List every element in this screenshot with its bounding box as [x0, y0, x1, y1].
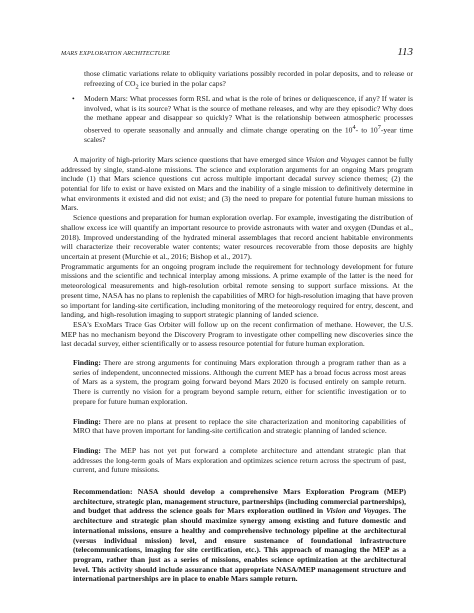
finding-2: Finding: There are no plans at present to replace the site characterization and monitoring capabilities of MRO that have proven important for landing-site certification and strategic planning of landed science. — [73, 416, 406, 436]
finding-3: Finding: The MEP has not yet put forward a complete architecture and attendant strategic plan that addresses the long-term goals of Mars exploration and optimizes science return across the spectrum of past, current, and future missions. — [73, 445, 406, 475]
question-list — [61, 94, 413, 145]
paragraph-science-human-overlap: Science questions and preparation for human exploration overlap. For example, investigating the distribution of shallow excess ice will quantify an important resource to provide astronauts with water and oxygen (Dundas et al., 2018). Improved understanding of the hydrated mineral assemblages that record ancient habitable environments will characterize their recoverable water contents; water resources recoverable from those deposits are highly uncertain at present (Murchie et al., 2016; Bishop et al., 2017). — [61, 213, 413, 261]
list-item-modern-mars: • Modern Mars: What processes form RSL and what is the role of brines or deliquescence, if any? If water is involved, what is its source? What is the source of methane releases, and why are they episodic? Why does the methane appear and disappear so quickly? What is the relationship between atmospheric processes observed to operate seasonally and annually and climate change operating on the $10^4-$ to $10^7$-year time scales? — [72, 93, 413, 145]
running-head: MARS EXPLORATION ARCHITECTURE — [61, 50, 171, 57]
paragraph-program-arguments: A majority of high-priority Mars science questions that have emerged since Vision and Voyages cannot be fully addressed by single, stand-alone missions. The science and exploration arguments for an ongoing Mars program include (1) that Mars science questions cut across multiple important decadal survey science themes; (2) the potential for life to exist or have existed on Mars and the inability of a single mission to definitively determine in what environments it existed and did not exist; and (3) the need to prepare for potential future human missions to Mars. — [61, 154, 413, 213]
paragraph-programmatic-arguments: Programmatic arguments for an ongoing program include the requirement for technology development for future missions and the scientific and technical interplay among missions. A prime example of the latter is the need for meteorological measurements and high-resolution orbital remote sensing to support surface missions. At the present time, NASA has no plans to replenish the capabilities of MRO for high-resolution imaging that have proven so important for landing-site certification, including monitoring of the meteorology required for entry, descent, and landing, and high-resolution imaging to support strategic planning of landed science. — [61, 261, 413, 320]
bullet-icon: • — [72, 93, 75, 103]
page-body — [61, 69, 413, 584]
continued-bullet-text: those climatic variations relate to obliquity variations possibly recorded in polar deposits, and to release or refreezing of $CO_2$ ice buried in the polar caps? — [84, 69, 413, 91]
page-header — [61, 46, 413, 58]
page-number: 113 — [397, 46, 413, 58]
finding-1: Finding: There are strong arguments for continuing Mars exploration through a program rather than as a series of independent, unconnected missions. Although the current MEP has a broad focus across most areas of Mars as a system, the program going forward beyond Mars 2020 is focused entirely on sample return. There is currently no vision for a program beyond sample return, either for scientific investigation or to prepare for future human exploration. — [73, 358, 406, 406]
recommendation: Recommendation: NASA should develop a comprehensive Mars Exploration Program (MEP) architecture, strategic plan, management structure, partnerships (including commercial partnerships), and budget that address the science goals for Mars exploration outlined in Vision and Voyages. The architecture and strategic plan should maximize synergy among existing and future domestic and international missions, ensure a healthy and comprehensive technology pipeline at the architectural (versus individual mission) level, and ensure sustenance of foundational infrastructure (telecommunications, imaging for site certification, etc.). This approach of managing the MEP as a program, rather than just as a series of missions, enables science optimization at the architectural level. This activity should include assurance that appropriate NASA/MEP management structure and international partnerships are in place to enable Mars sample return. — [73, 487, 406, 584]
paragraph-exomars: ESA's ExoMars Trace Gas Orbiter will follow up on the recent confirmation of methane. However, the U.S. MEP has no mechanism beyond the Discovery Program to investigate other compelling new discoveries since the last decadal survey, either scientifically or to assess resource potential for future human exploration. — [61, 319, 413, 349]
